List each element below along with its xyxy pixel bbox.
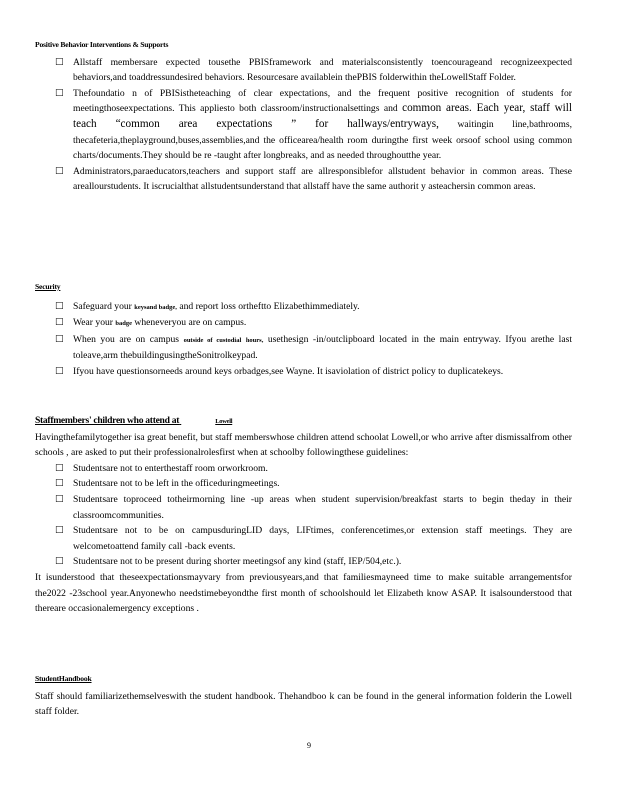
list-item: □ Studentsare not to be left in the officeduringmeetings. bbox=[35, 476, 572, 492]
bullet-icon: □ bbox=[55, 493, 64, 504]
list-item: □ Wear your badge wheneveryou are on campus. bbox=[35, 315, 572, 332]
bullet-icon: □ bbox=[55, 478, 64, 489]
pbis-list bbox=[35, 55, 572, 195]
list-item: □ Studentsare not to enterthestaff room orworkroom. bbox=[35, 461, 572, 477]
children-section bbox=[35, 413, 572, 617]
children-closing: It isunderstood that theseexpectationsmayvary from previousyears,and that familiesmayneed time to make suitable arrangementsfor the2022 -23school year.Anyonewho needstimebeyondthe first month of schoolshould let Elizabeth know ASAP. It isalsounderstood that thereare occasionalemergency exceptions . bbox=[35, 571, 572, 615]
page-number: 9 bbox=[307, 741, 311, 750]
handbook-text: Staff should familiarizethemselveswith the student handbook. Thehandboo k can be found in the general information folderin the Lowell staff folder. bbox=[35, 690, 572, 718]
bullet-icon: □ bbox=[55, 333, 64, 344]
bullet-icon: □ bbox=[55, 300, 64, 311]
bullet-icon: □ bbox=[55, 87, 64, 98]
security-heading: Security bbox=[35, 282, 61, 291]
list-item: □ Ifyou have questionsorneeds around keys orbadges,see Wayne. It isaviolation of district policy to duplicatekeys. bbox=[35, 364, 572, 380]
handbook-section bbox=[35, 671, 572, 720]
pbis-heading: Positive Behavior Interventions & Supports bbox=[35, 40, 169, 49]
list-item: □ Administrators,paraeducators,teachers and support staff are allresponsiblefor allstudent behavior in common areas. These areallourstudents. It iscrucialthat allstudentsunderstand that allstaff have the same authorit y asteachersin common areas. bbox=[55, 165, 572, 193]
bullet-icon: □ bbox=[55, 556, 64, 567]
list-item: □ Thefoundatio n of PBISistheteaching of clear expectations, and the frequent positive recognition of students for meetingthoseexpectations. This appliesto both classroom/instructionalsettings and common areas. Each year, staff will teach “common area expectations ” for hallways/entryways, waitingin line,bathrooms, thecafeteria,theplayground,buses,assemblies,and the officearea/health room duringthe first week orsoof school using common charts/documents.They should be re -taught after longbreaks, and as needed throughoutthe year. bbox=[55, 87, 572, 162]
security-list bbox=[35, 299, 572, 380]
list-item: □ When you are on campus outside of custodial hours, usethesign -in/outclipboard located in the main entryway. Ifyou arethe last toleave,arm thebuildingusingtheSonitrolkeypad. bbox=[55, 333, 572, 362]
list-item: □ Studentsare not to be present during shorter meetingsof any kind (staff, IEP/504,etc.). bbox=[35, 554, 572, 570]
bullet-icon: □ bbox=[55, 56, 64, 67]
pbis-section bbox=[35, 37, 572, 195]
list-item: □ Allstaff membersare expected tousethe PBISframework and materialsconsistently toencourageand recognizeexpected behaviors,and toaddressundesired behaviors. Resourcesare availablein thePBIS folderwithin theLowellStaff Folder. bbox=[55, 56, 572, 84]
bullet-icon: □ bbox=[55, 365, 64, 376]
children-list bbox=[35, 461, 572, 570]
bullet-icon: □ bbox=[55, 165, 64, 176]
children-intro: Havingthefamilytogether isa great benefit, but staff memberswhose children attend schoolat Lowell,or who arrive after dismissalfrom other schools , are asked to put their professionalrolesfirst when at schoolby followingthese guidelines: bbox=[35, 431, 572, 459]
children-heading: Staffmembers' children who attend at Lowell bbox=[35, 415, 233, 426]
list-item: □ Safeguard your keysand badge, and report loss ortheftto Elizabethimmediately. bbox=[35, 299, 572, 316]
handbook-heading: StudentHandbook bbox=[35, 674, 92, 683]
list-item: □ Studentsare not to be on campusduringLID days, LIFtimes, conferencetimes,or extension staff meetings. They are welcometoattend family call -back events. bbox=[55, 525, 572, 552]
security-section bbox=[35, 279, 572, 380]
bullet-icon: □ bbox=[55, 462, 64, 473]
bullet-icon: □ bbox=[55, 317, 64, 328]
list-item: □ Studentsare toproceed totheirmorning line -up areas when student supervision/breakfast starts to begin theday in their classroomcommunities. bbox=[55, 493, 572, 521]
bullet-icon: □ bbox=[55, 525, 64, 536]
